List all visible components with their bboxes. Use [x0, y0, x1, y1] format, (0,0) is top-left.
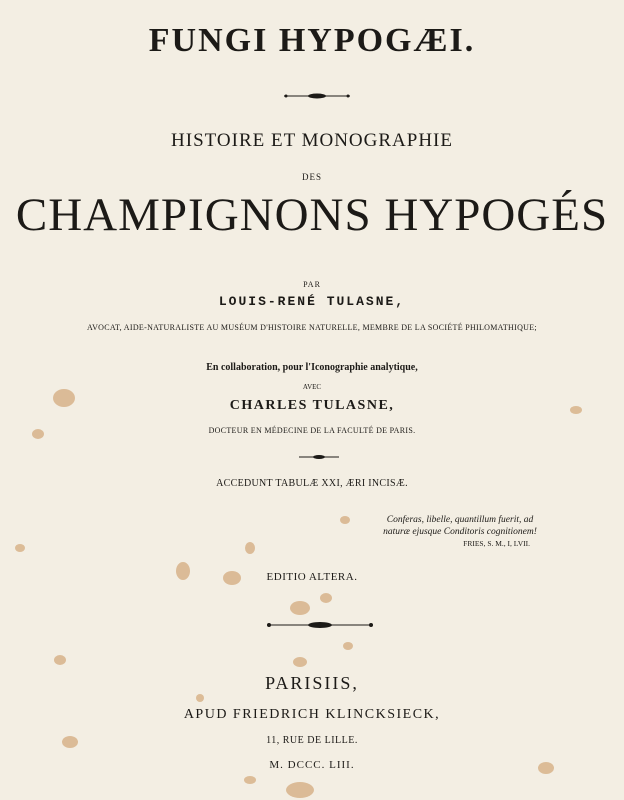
latin-title: FUNGI HYPOGÆI.: [148, 22, 476, 59]
ornament-rule-middle: [297, 454, 341, 460]
coauthor-name: CHARLES TULASNE,: [229, 398, 395, 413]
ornament-rule-top: [282, 92, 352, 100]
author-name: LOUIS-RENÉ TULASNE,: [218, 294, 406, 309]
coauthor-credentials: DOCTEUR EN MÉDECINE DE LA FACULTÉ DE PARIS.: [208, 426, 416, 435]
subtitle: HISTOIRE ET MONOGRAPHIE: [171, 130, 453, 151]
edition-label: EDITIO ALTERA.: [266, 571, 358, 583]
imprint-city: PARISIIS,: [265, 673, 359, 693]
plates-note: ACCEDUNT TABULÆ XXI, ÆRI INCISÆ.: [216, 478, 408, 489]
collaboration-note: En collaboration, pour l'Iconographie analytique,: [206, 362, 418, 373]
des-label: DES: [301, 172, 322, 182]
epigraph-citation: FRIES, S. M., I, LVII.: [463, 539, 530, 548]
epigraph: [360, 514, 560, 550]
ornament-rule-bottom: [265, 620, 375, 630]
epigraph-line-2: naturæ ejusque Conditoris cognitionem!: [383, 527, 537, 537]
imprint-address: 11, RUE DE LILLE.: [266, 735, 358, 746]
author-credentials: AVOCAT, AIDE-NATURALISTE AU MUSÉUM D'HISTOIRE NATURELLE, MEMBRE DE LA SOCIÉTÉ PHILOMATHIQUE;: [87, 323, 537, 332]
avec-label: AVEC: [302, 383, 322, 391]
epigraph-line-1: Conferas, libelle, quantillum fuerit, ad: [386, 515, 534, 525]
main-title: CHAMPIGNONS HYPOGÉS: [15, 189, 609, 241]
imprint-publisher: APUD FRIEDRICH KLINCKSIECK,: [183, 707, 441, 722]
par-label: PAR: [303, 280, 321, 289]
imprint-year: M. DCCC. LIII.: [269, 759, 355, 771]
